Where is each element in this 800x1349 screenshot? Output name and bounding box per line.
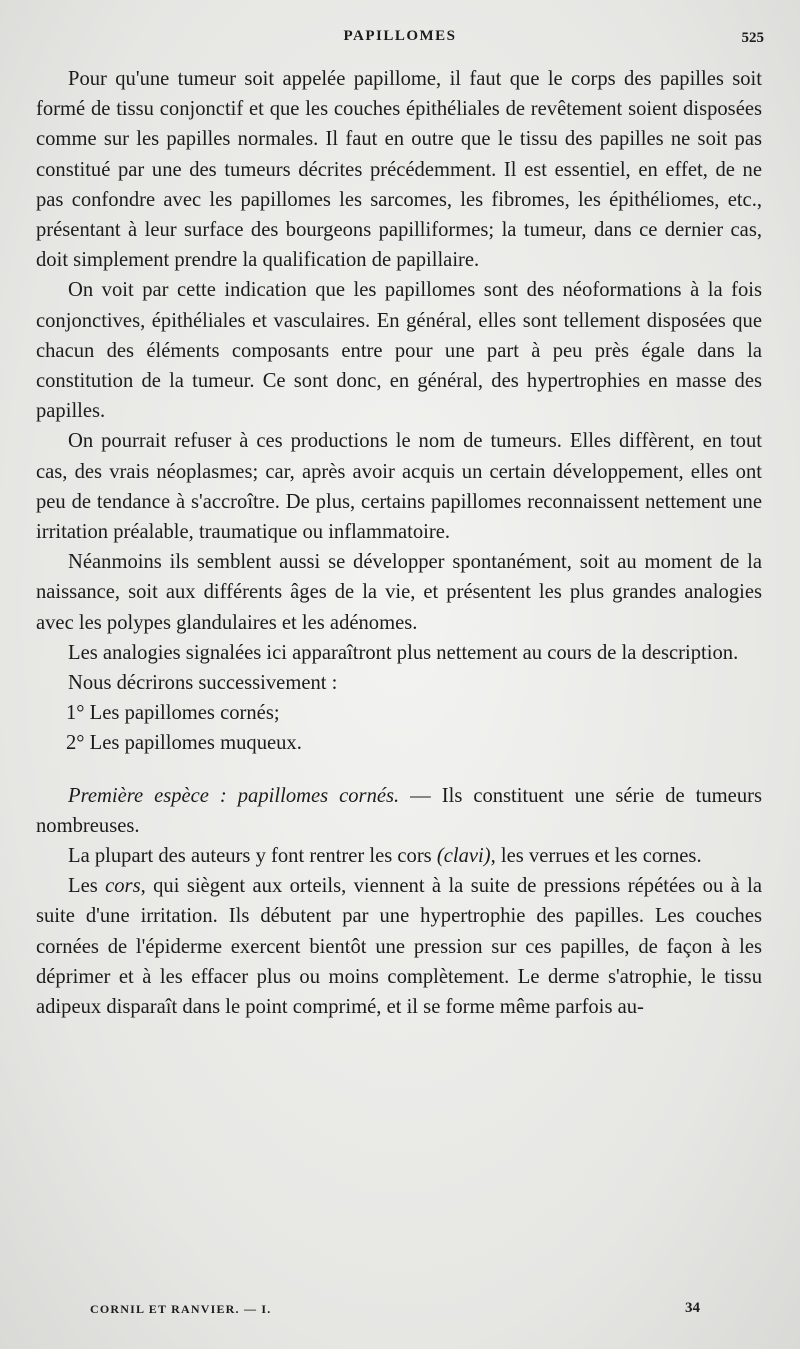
page-header [0, 28, 800, 54]
section-heading: Première espèce : papillomes cornés. [68, 784, 400, 807]
sheet-number: 34 [685, 1300, 700, 1316]
section-heading-rest: — Ils constituent une série de tumeurs nombreuses. [36, 784, 762, 837]
list-item: 1° Les papillomes cornés; [66, 702, 280, 725]
printer-signature: CORNIL ET RANVIER. — I. [90, 1302, 272, 1316]
section-paragraph [36, 781, 762, 841]
paragraph [36, 841, 762, 871]
paragraph-text: La plupart des auteurs y font rentrer les cors [68, 845, 437, 868]
paragraph: Pour qu'une tumeur soit appelée papillome, il faut que le corps des papilles soit formé de tissu conjonctif et que les couches épithéliales de revêtement soient disposées comme sur les papilles normales. Il faut en outre que le tissu des papilles ne soit pas constitué par une des tumeurs décrites précédemment. Il est essentiel, en effet, de ne pas confondre avec les papillomes les sarcomes, les fibromes, les épithéliomes, etc., présentant à leur surface des bourgeons papilliformes; la tumeur, dans ce dernier cas, doit simplement prendre la qualification de papillaire. [36, 68, 762, 272]
italic-term: cors [105, 875, 141, 898]
paragraph-text: , qui siègent aux orteils, viennent à la suite de pressions répétées ou à la suite d'une irritation. Ils débutent par une hypertrophie des papilles. Les couches cornées de l'épiderme exercent bientôt une pression sur ces papilles, de façon à les déprimer et à les effacer plus ou moins complètement. Le derme s'atrophie, le tissu adipeux disparaît dans le point comprimé, et il se forme même parfois au- [36, 875, 762, 1019]
paragraph-text: , les verrues et les cornes. [490, 845, 702, 868]
paragraph-text: Les [68, 875, 106, 898]
page-footer [90, 1300, 700, 1324]
paragraph: Nous décrirons successivement : [68, 672, 338, 695]
paragraph: On voit par cette indication que les papillomes sont des néoformations à la fois conjonctives, épithéliales et vasculaires. En général, elles sont tellement disposées que chacun des éléments composants entre pour une part à peu près égale dans la constitution de la tumeur. Ce sont donc, en général, des hypertrophies en masse des papilles. [36, 279, 762, 423]
page-body [36, 64, 762, 1022]
list-item: 2° Les papillomes muqueux. [66, 732, 302, 755]
paragraph [36, 871, 762, 1022]
page-number: 525 [741, 30, 764, 46]
italic-term: (clavi) [436, 845, 491, 868]
running-title: PAPILLOMES [343, 28, 457, 44]
paragraph: Néanmoins ils semblent aussi se développer spontanément, soit au moment de la naissance, soit aux différents âges de la vie, et présentent les plus grandes analogies avec les polypes glandulaires et les adénomes. [36, 551, 762, 634]
paragraph: Les analogies signalées ici apparaîtront plus nettement au cours de la description. [68, 641, 739, 664]
paragraph: On pourrait refuser à ces productions le nom de tumeurs. Elles diffèrent, en tout cas, des vrais néoplasmes; car, après avoir acquis un certain développement, elles ont peu de tendance à s'accroître. De plus, certains papillomes reconnaissent nettement une irritation préalable, traumatique ou inflammatoire. [36, 430, 762, 544]
